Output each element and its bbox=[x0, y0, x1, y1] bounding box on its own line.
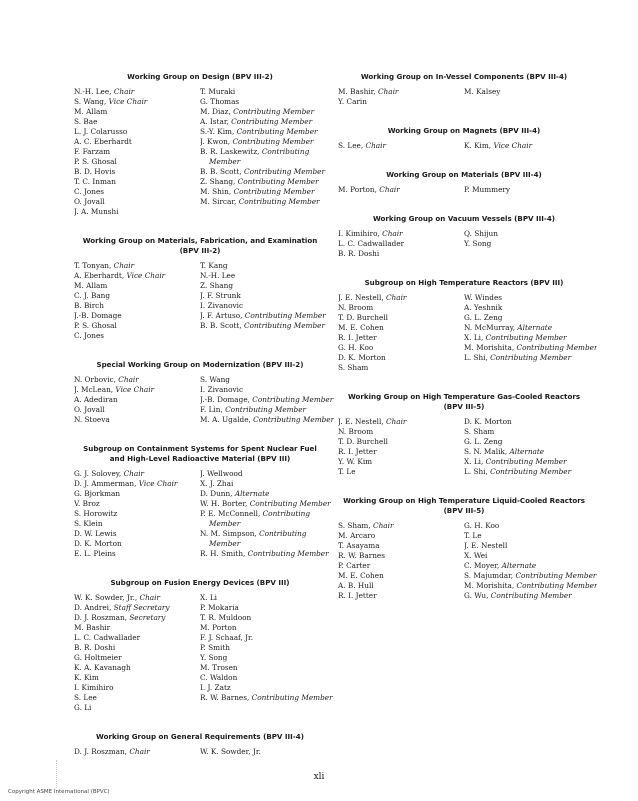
member-entry: W. K. Sowder, Jr. bbox=[200, 747, 261, 756]
member-entry: G. Bjorkman bbox=[74, 489, 121, 498]
member-entry: S. Klein bbox=[74, 519, 103, 528]
member-entry: O. Jovall bbox=[74, 197, 105, 206]
member-column bbox=[74, 593, 200, 713]
member-entry: M. E. Cohen bbox=[338, 323, 384, 332]
member-role: Contributing Member bbox=[249, 499, 331, 508]
member-column bbox=[200, 747, 326, 757]
member-role: Contributing Member bbox=[253, 415, 335, 424]
member-entry: N. Orbovic, Chair bbox=[74, 375, 139, 384]
member-entry: T. Tonyan, Chair bbox=[74, 261, 135, 270]
member-entry: Y. Song bbox=[200, 653, 228, 662]
member-entry: G. H. Koo bbox=[464, 521, 500, 530]
member-entry: R. I. Jetter bbox=[338, 333, 377, 342]
member-role: Chair bbox=[129, 747, 150, 756]
member-entry: B. B. Scott, Contributing Member bbox=[200, 167, 325, 176]
member-entry: F. Farzam bbox=[74, 147, 111, 156]
group-title: Working Group on Materials (BPV III-4) bbox=[386, 170, 542, 179]
member-entry: R. I. Jetter bbox=[338, 447, 377, 456]
member-entry: R. W. Barnes bbox=[338, 551, 385, 560]
member-role: Contributing Member bbox=[232, 137, 314, 146]
member-entry: W. K. Sowder, Jr., Chair bbox=[74, 593, 160, 602]
member-entry: R. I. Jetter bbox=[338, 591, 377, 600]
member-entry: M. Diaz, Contributing Member bbox=[200, 107, 315, 116]
working-group-in-vessel-components bbox=[338, 72, 590, 107]
member-entry: E. L. Pleins bbox=[74, 549, 116, 558]
member-entry: G. J. Solovey, Chair bbox=[74, 469, 145, 478]
member-entry: J. Wellwood bbox=[200, 469, 243, 478]
member-entry: N.-H. Lee bbox=[200, 271, 236, 280]
member-entry: C. Jones bbox=[74, 187, 105, 196]
member-entry bbox=[200, 519, 331, 529]
member-column bbox=[200, 261, 326, 341]
member-column bbox=[200, 87, 326, 217]
member-entry: S. Lee, Chair bbox=[338, 141, 386, 150]
member-entry: T. Le bbox=[338, 467, 356, 476]
member-entry: M. Morishita, Contributing Member bbox=[464, 343, 598, 352]
member-role: Chair bbox=[379, 185, 400, 194]
working-group-htgcr bbox=[338, 392, 590, 477]
group-title: Subgroup on Containment Systems for Spent Nuclear Fuel and High-Level Radioactive Material (BPV III) bbox=[83, 444, 317, 463]
member-entry: R. H. Smith, Contributing Member bbox=[200, 549, 329, 558]
group-title: Working Group on Design (BPV III-2) bbox=[127, 72, 273, 81]
member-entry: P. E. McConnell, Contributing bbox=[200, 509, 311, 518]
member-entry: N. Stoeva bbox=[74, 415, 110, 424]
member-entry: I. Zivanovic bbox=[200, 385, 244, 394]
group-title: Working Group on High Temperature Gas-Cooled Reactors (BPV III-5) bbox=[347, 392, 581, 411]
member-entry: F. J. Schaaf, Jr. bbox=[200, 633, 254, 642]
member-role: Chair bbox=[113, 87, 135, 96]
member-entry: M. Porton, Chair bbox=[338, 185, 400, 194]
member-column bbox=[338, 141, 464, 151]
member-column bbox=[464, 185, 590, 195]
member-entry: D. J. Roszman, Secretary bbox=[74, 613, 166, 622]
member-entry: P. Smith bbox=[200, 643, 230, 652]
member-entry: T. Asayama bbox=[338, 541, 380, 550]
member-role: Contributing Member bbox=[233, 107, 315, 116]
member-entry: J.-B. Domage bbox=[74, 311, 122, 320]
member-role: Chair bbox=[118, 375, 139, 384]
member-column bbox=[74, 469, 200, 559]
member-entry: S. Horowitz bbox=[74, 509, 118, 518]
member-entry: B. R. Laskewitz, Contributing bbox=[200, 147, 310, 156]
member-entry: C. Moyer, Alternate bbox=[464, 561, 537, 570]
member-column bbox=[338, 229, 464, 259]
member-role: Contributing Member bbox=[236, 127, 318, 136]
member-entry: P. Carter bbox=[338, 561, 371, 570]
group-title: Special Working Group on Modernization (BPV III-2) bbox=[96, 360, 304, 369]
member-role: Contributing Member bbox=[244, 321, 325, 330]
member-role: Contributing Member bbox=[238, 197, 320, 206]
member-entry: S.-Y. Kim, Contributing Member bbox=[200, 127, 318, 136]
group-title: Working Group on Magnets (BPV III-4) bbox=[387, 126, 541, 135]
member-role: Chair bbox=[377, 87, 399, 96]
member-role: Contributing Member bbox=[252, 395, 334, 404]
member-entry: Y. Song bbox=[464, 239, 492, 248]
member-entry: T. Kang bbox=[200, 261, 228, 270]
member-entry: D. Andrei, Staff Secretary bbox=[74, 603, 170, 612]
member-entry: B. R. Doshi bbox=[74, 643, 116, 652]
member-entry: P. Mummery bbox=[464, 185, 511, 194]
member-entry: J. Kwon, Contributing Member bbox=[200, 137, 314, 146]
member-entry: Y. W. Kim bbox=[338, 457, 373, 466]
member-entry: S. N. Malik, Alternate bbox=[464, 447, 545, 456]
group-title: Working Group on Materials, Fabrication, and Examination (BPV III-2) bbox=[82, 236, 318, 255]
member-entry: S. Sham bbox=[464, 427, 495, 436]
member-entry: T. Le bbox=[464, 531, 482, 540]
working-group-general-requirements bbox=[74, 732, 326, 757]
member-entry: N. McMurray, Alternate bbox=[464, 323, 553, 332]
working-group-magnets bbox=[338, 126, 590, 151]
member-role: Vice Chair bbox=[493, 141, 533, 150]
member-role: Alternate bbox=[517, 323, 553, 332]
member-role: Contributing Member bbox=[233, 187, 315, 196]
member-entry: P. S. Ghosal bbox=[74, 321, 117, 330]
member-entry: D. K. Morton bbox=[74, 539, 122, 548]
member-entry: G. L. Zeng bbox=[464, 437, 503, 446]
member-entry: S. Bae bbox=[74, 117, 98, 126]
member-role: Contributing Member bbox=[490, 353, 572, 362]
member-entry: A. Yeshnik bbox=[464, 303, 503, 312]
member-role: Chair bbox=[365, 141, 386, 150]
member-column bbox=[74, 261, 200, 341]
member-entry: X. J. Zhai bbox=[200, 479, 234, 488]
member-entry: B. Birch bbox=[74, 301, 104, 310]
group-title: Subgroup on Fusion Energy Devices (BPV III) bbox=[110, 578, 290, 587]
member-role: Contributing Member bbox=[237, 177, 319, 186]
member-role: Contributing Member bbox=[231, 117, 313, 126]
member-column bbox=[338, 417, 464, 477]
member-column bbox=[464, 521, 597, 601]
member-role: Alternate bbox=[234, 489, 270, 498]
member-entry: I. Kimihiro, Chair bbox=[338, 229, 403, 238]
member-role: Contributing Member bbox=[244, 311, 326, 320]
member-entry: X. Li bbox=[200, 593, 218, 602]
member-entry: M. E. Cohen bbox=[338, 571, 384, 580]
member-role: Chair bbox=[385, 417, 407, 426]
group-title: Working Group on Vacuum Vessels (BPV III-4) bbox=[372, 214, 556, 223]
member-entry: I. Kimihiro bbox=[74, 683, 114, 692]
member-role: Vice Chair bbox=[108, 97, 148, 106]
member-entry: T. Muraki bbox=[200, 87, 236, 96]
member-entry: M. Shin, Contributing Member bbox=[200, 187, 315, 196]
member-role: Contributing Member bbox=[485, 457, 567, 466]
member-role: Contributing bbox=[262, 509, 311, 518]
member-column bbox=[338, 293, 464, 373]
member-column bbox=[464, 417, 590, 477]
member-entry: M. A. Ugalde, Contributing Member bbox=[200, 415, 335, 424]
member-entry: A. Istar, Contributing Member bbox=[200, 117, 313, 126]
member-entry: I. Zivanovic bbox=[200, 301, 244, 310]
member-column bbox=[200, 469, 331, 559]
member-entry: C. Jones bbox=[74, 331, 105, 340]
member-role: Alternate bbox=[509, 447, 545, 456]
member-entry: R. W. Barnes, Contributing Member bbox=[200, 693, 333, 702]
member-entry: L. Shi, Contributing Member bbox=[464, 353, 572, 362]
member-entry: M. Bashir, Chair bbox=[338, 87, 399, 96]
member-entry: D. K. Morton bbox=[464, 417, 512, 426]
member-entry: T. D. Burchell bbox=[338, 313, 388, 322]
member-role: Contributing Member bbox=[515, 571, 597, 580]
page-number: xli bbox=[313, 772, 325, 782]
member-entry: P. Mokaria bbox=[200, 603, 239, 612]
member-entry: X. Li, Contributing Member bbox=[464, 457, 567, 466]
member-entry: M. Allam bbox=[74, 281, 108, 290]
member-entry: M. Bashir bbox=[74, 623, 111, 632]
member-role: Vice Chair bbox=[138, 479, 178, 488]
member-role: Contributing Member bbox=[490, 467, 572, 476]
member-entry: X. Wei bbox=[464, 551, 488, 560]
member-entry: D. W. Lewis bbox=[74, 529, 117, 538]
subgroup-high-temperature-reactors bbox=[338, 278, 598, 373]
member-column bbox=[200, 593, 333, 713]
member-entry: L. Shi, Contributing Member bbox=[464, 467, 572, 476]
member-entry: D. J. Ammerman, Vice Chair bbox=[74, 479, 178, 488]
member-entry: S. Sham, Chair bbox=[338, 521, 394, 530]
member-column bbox=[464, 87, 590, 107]
group-title: Subgroup on High Temperature Reactors (BPV III) bbox=[364, 278, 564, 287]
member-column bbox=[200, 375, 334, 425]
member-column bbox=[74, 87, 200, 217]
member-entry: N. M. Simpson, Contributing bbox=[200, 529, 307, 538]
member-column bbox=[464, 141, 590, 151]
copyright-notice: Copyright ASME International (BPVC) bbox=[8, 789, 110, 795]
member-entry: L. J. Colarusso bbox=[74, 127, 128, 136]
member-entry: M. Allam bbox=[74, 107, 108, 116]
member-entry: J. E. Nestell, Chair bbox=[338, 417, 407, 426]
subgroup-containment-systems bbox=[74, 444, 331, 559]
member-entry: J. F. Artuso, Contributing Member bbox=[200, 311, 326, 320]
member-entry: Z. Shang, Contributing Member bbox=[200, 177, 319, 186]
working-group-vacuum-vessels bbox=[338, 214, 590, 259]
member-entry: I. J. Zatz bbox=[200, 683, 231, 692]
member-entry: A. C. Eberhardt bbox=[74, 137, 132, 146]
member-role: Chair bbox=[123, 469, 145, 478]
member-entry: J. F. Strunk bbox=[200, 291, 241, 300]
member-role: Member bbox=[209, 157, 241, 166]
working-group-htlcr bbox=[338, 496, 598, 601]
member-column bbox=[464, 229, 590, 259]
left-column bbox=[74, 72, 335, 776]
member-role: Member bbox=[209, 539, 241, 548]
member-entry: Y. Carin bbox=[338, 97, 367, 106]
member-entry: M. Porton bbox=[200, 623, 237, 632]
member-entry: M. Kalsey bbox=[464, 87, 501, 96]
member-entry: S. Wang, Vice Chair bbox=[74, 97, 148, 106]
member-entry: M. Morishita, Contributing Member bbox=[464, 581, 598, 590]
member-entry: D. K. Morton bbox=[338, 353, 386, 362]
member-entry: L. C. Cadwallader bbox=[74, 633, 141, 642]
working-group-design bbox=[74, 72, 326, 217]
member-entry: J.-B. Domage, Contributing Member bbox=[200, 395, 334, 404]
member-entry: T. D. Burchell bbox=[338, 437, 388, 446]
member-role: Contributing Member bbox=[516, 343, 598, 352]
member-entry: K. A. Kavanagh bbox=[74, 663, 131, 672]
member-role: Chair bbox=[139, 593, 160, 602]
member-entry: L. C. Cadwallader bbox=[338, 239, 405, 248]
subgroup-fusion-energy bbox=[74, 578, 333, 713]
member-entry: T. C. Inman bbox=[74, 177, 116, 186]
group-title: Working Group on General Requirements (BPV III-4) bbox=[96, 732, 304, 741]
member-column bbox=[338, 87, 464, 107]
member-entry: C. Waldon bbox=[200, 673, 238, 682]
member-column bbox=[74, 375, 200, 425]
member-role: Staff Secretary bbox=[113, 603, 170, 612]
member-entry: Z. Shang bbox=[200, 281, 233, 290]
member-entry: Q. Shijun bbox=[464, 229, 498, 238]
member-entry: J. A. Munshi bbox=[74, 207, 119, 216]
member-entry: G. L. Zeng bbox=[464, 313, 503, 322]
group-title: Working Group on High Temperature Liquid-Cooled Reactors (BPV III-5) bbox=[343, 496, 585, 515]
member-entry: A. Eberhardt, Vice Chair bbox=[74, 271, 166, 280]
member-role: Contributing Member bbox=[247, 549, 329, 558]
member-entry: M. Arcaro bbox=[338, 531, 376, 540]
member-entry: O. Jovall bbox=[74, 405, 105, 414]
member-role: Vice Chair bbox=[126, 271, 166, 280]
member-entry: N.-H. Lee, Chair bbox=[74, 87, 135, 96]
group-title: Working Group on In-Vessel Components (BPV III-4) bbox=[360, 72, 568, 81]
member-entry: G. Thomas bbox=[200, 97, 240, 106]
member-entry: K. Kim bbox=[74, 673, 99, 682]
member-entry: B. B. Scott, Contributing Member bbox=[200, 321, 325, 330]
member-entry: N. Broom bbox=[338, 427, 374, 436]
member-entry: S. Majumdar, Contributing Member bbox=[464, 571, 597, 580]
member-role: Contributing Member bbox=[516, 581, 598, 590]
member-entry: S. Sham bbox=[338, 363, 369, 372]
member-role: Contributing bbox=[259, 529, 307, 538]
member-entry: J. E. Nestell, Chair bbox=[338, 293, 407, 302]
member-entry: A. B. Hull bbox=[338, 581, 374, 590]
member-entry bbox=[200, 157, 326, 167]
member-entry: G. Li bbox=[74, 703, 92, 712]
member-role: Secretary bbox=[129, 613, 166, 622]
working-group-materials-fabrication bbox=[74, 236, 326, 341]
member-role: Contributing Member bbox=[244, 167, 325, 176]
member-entry: X. Li, Contributing Member bbox=[464, 333, 567, 342]
member-entry: B. R. Doshi bbox=[338, 249, 380, 258]
member-role: Contributing Member bbox=[485, 333, 567, 342]
member-entry: M. Sircar, Contributing Member bbox=[200, 197, 320, 206]
member-entry: J. E. Nestell bbox=[464, 541, 508, 550]
member-entry: C. J. Bang bbox=[74, 291, 111, 300]
member-entry: D. J. Roszman, Chair bbox=[74, 747, 150, 756]
member-entry bbox=[200, 539, 331, 549]
working-group-materials bbox=[338, 170, 590, 195]
member-role: Chair bbox=[385, 293, 407, 302]
member-entry: J. McLean, Vice Chair bbox=[74, 385, 155, 394]
member-role: Contributing Member bbox=[225, 405, 307, 414]
member-role: Contributing Member bbox=[251, 693, 333, 702]
member-entry: V. Broz bbox=[74, 499, 100, 508]
member-entry: A. Adediran bbox=[74, 395, 118, 404]
member-entry: B. D. Hovis bbox=[74, 167, 116, 176]
member-entry: K. Kim, Vice Chair bbox=[464, 141, 533, 150]
member-column bbox=[338, 185, 464, 195]
member-entry: T. R. Muldoon bbox=[200, 613, 252, 622]
member-role: Contributing Member bbox=[490, 591, 572, 600]
member-entry: G. Wu, Contributing Member bbox=[464, 591, 572, 600]
member-role: Vice Chair bbox=[115, 385, 155, 394]
member-entry: G. H. Koo bbox=[338, 343, 374, 352]
right-column bbox=[338, 72, 598, 620]
member-role: Chair bbox=[113, 261, 135, 270]
member-entry: S. Wang bbox=[200, 375, 230, 384]
member-entry: F. Lin, Contributing Member bbox=[200, 405, 307, 414]
member-entry: M. Trosen bbox=[200, 663, 238, 672]
member-column bbox=[338, 521, 464, 601]
special-working-group-modernization bbox=[74, 360, 335, 425]
member-role: Alternate bbox=[501, 561, 537, 570]
member-entry: P. S. Ghosal bbox=[74, 157, 117, 166]
member-role: Member bbox=[209, 519, 241, 528]
member-entry: N. Broom bbox=[338, 303, 374, 312]
member-entry: D. Dunn, Alternate bbox=[200, 489, 270, 498]
member-entry: G. Holtmeier bbox=[74, 653, 122, 662]
member-entry: W. H. Borter, Contributing Member bbox=[200, 499, 331, 508]
member-entry: W. Windes bbox=[464, 293, 503, 302]
member-role: Contributing bbox=[261, 147, 310, 156]
member-role: Chair bbox=[382, 229, 403, 238]
member-column bbox=[464, 293, 597, 373]
member-entry: S. Lee bbox=[74, 693, 97, 702]
member-column bbox=[74, 747, 200, 757]
member-role: Chair bbox=[372, 521, 394, 530]
